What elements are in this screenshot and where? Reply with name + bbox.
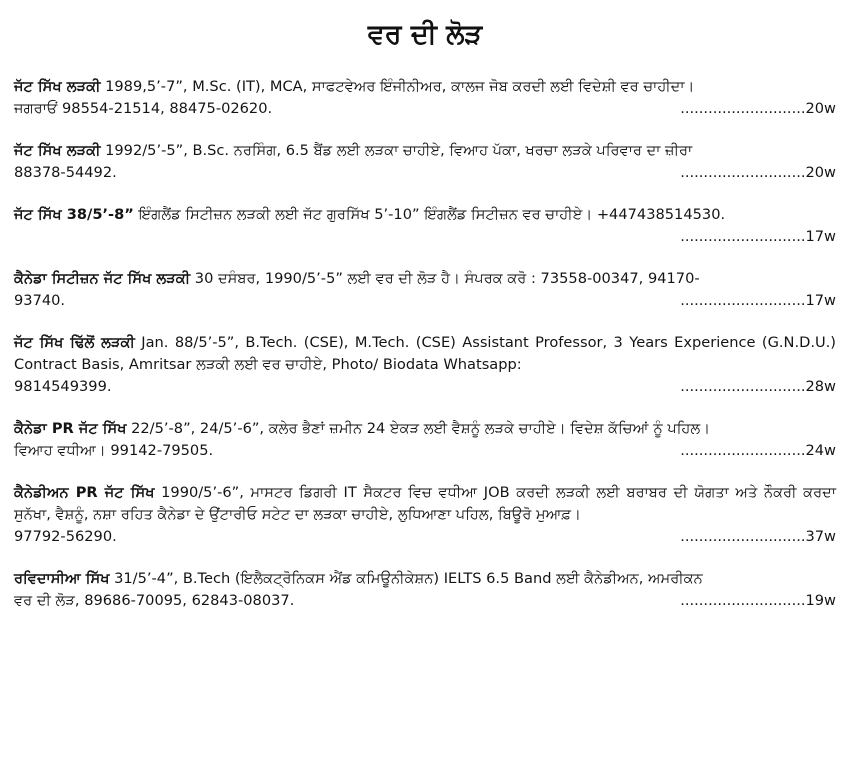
ad-heading: ਜੱਟ ਸਿੱਖ ਲੜਕੀ (14, 78, 101, 95)
ad-code: ...........................19w (680, 592, 836, 609)
ad-heading: ਜੱਟ ਸਿੱਖ ਢਿੱਲੋਂ ਲੜਕੀ (14, 334, 135, 351)
ad-text (14, 482, 836, 526)
ad-heading: ਰਵਿਦਾਸੀਆ ਸਿੱਖ (14, 570, 110, 587)
ad-item (14, 140, 836, 184)
ad-heading: ਜੱਟ ਸਿੱਖ ਲੜਕੀ (14, 142, 101, 159)
ad-text (14, 332, 836, 376)
ad-item (14, 418, 836, 462)
ad-code: ...........................37w (680, 528, 836, 545)
ad-body: 1992/5’-5”, B.Sc. ਨਰਸਿੰਗ, 6.5 ਬੈਂਡ ਲਈ ਲੜਕਾ ਚਾਹੀਏ, ਵਿਆਹ ਪੱਕਾ, ਖਰਚਾ ਲੜਕੇ ਪਰਿਵਾਰ ਦਾ ਜ਼ੀਰਾ (100, 142, 693, 159)
ad-heading: ਕੈਨੇਡਾ ਸਿਟੀਜ਼ਨ ਜੱਟ ਸਿੱਖ ਲੜਕੀ (14, 270, 191, 287)
ad-contact: 88378-54492. (14, 164, 117, 181)
ad-contact: 9814549399. (14, 378, 112, 395)
ad-code: ...........................28w (680, 378, 836, 395)
ad-code: ...........................17w (680, 228, 836, 245)
ad-item (14, 332, 836, 398)
ad-code: ...........................20w (680, 100, 836, 117)
ad-footer (14, 590, 836, 612)
ad-item (14, 204, 836, 248)
ad-body: 30 ਦਸੰਬਰ, 1990/5’-5” ਲਈ ਵਰ ਦੀ ਲੋੜ ਹੈ। ਸੰਪਰਕ ਕਰੋ : 73558-00347, 94170- (190, 270, 700, 287)
ad-code: ...........................20w (680, 164, 836, 181)
ad-text (14, 568, 836, 590)
ad-heading: ਕੈਨੇਡੀਅਨ PR ਜੱਟ ਸਿੱਖ (14, 484, 155, 501)
ad-code: ...........................17w (680, 292, 836, 309)
ad-footer (14, 162, 836, 184)
ad-body: 22/5’-8”, 24/5’-6”, ਕਲੇਰ ਭੈਣਾਂ ਜ਼ਮੀਨ 24 ਏਕੜ ਲਈ ਵੈਸ਼ਨੂੰ ਲੜਕੇ ਚਾਹੀਏ। ਵਿਦੇਸ਼ ਕੱਚਿਆਂ ਨੂੰ ਪਹਿਲ। (126, 420, 711, 437)
ad-code: ...........................24w (680, 442, 836, 459)
ad-text (14, 418, 836, 440)
ad-contact: ਵਿਆਹ ਵਧੀਆ। 99142-79505. (14, 442, 214, 459)
ad-item (14, 568, 836, 612)
ad-text (14, 76, 836, 98)
ad-footer (14, 376, 836, 398)
ad-footer (14, 290, 836, 312)
ad-contact: 97792-56290. (14, 528, 117, 545)
ad-contact: ਵਰ ਦੀ ਲੋੜ, 89686-70095, 62843-08037. (14, 592, 295, 609)
ad-heading: ਕੈਨੇਡਾ PR ਜੱਟ ਸਿੱਖ (14, 420, 127, 437)
ad-body: 1989,5’-7”, M.Sc. (IT), MCA, ਸਾਫਟਵੇਅਰ ਇੰਜੀਨੀਅਰ, ਕਾਲਜ ਜੋਬ ਕਰਦੀ ਲਈ ਵਿਦੇਸ਼ੀ ਵਰ ਚਾਹੀਦਾ। (100, 78, 695, 95)
ad-footer (14, 526, 836, 548)
page-title: ਵਰ ਦੀ ਲੋੜ (367, 19, 483, 50)
ad-text (14, 268, 836, 290)
ad-item (14, 268, 836, 312)
ad-contact: ਜਗਰਾਓਂ 98554-21514, 88475-02620. (14, 100, 273, 117)
ad-body: Jan. 88/5’-5”, B.Tech. (CSE), M.Tech. (CSE) Assistant Professor, 3 Years Experience (G.N.D.U.) Contract Basis, Amritsar ਲੜਕੀ ਲਈ ਵਰ ਚਾਹੀਏ, Photo/ Biodata Whatsapp: (14, 334, 836, 373)
ad-body: 1990/5’-6”, ਮਾਸਟਰ ਡਿਗਰੀ IT ਸੈਕਟਰ ਵਿਚ ਵਧੀਆ JOB ਕਰਦੀ ਲੜਕੀ ਲਈ ਬਰਾਬਰ ਦੀ ਯੋਗਤਾ ਅਤੇ ਨੌਕਰੀ ਕਰਦਾ ਸੁਨੱਖਾ, ਵੈਸ਼ਨੂੰ, ਨਸ਼ਾ ਰਹਿਤ ਕੈਨੇਡਾ ਦੇ ਉਂਟਾਰੀਓ ਸਟੇਟ ਦਾ ਲੜਕਾ ਚਾਹੀਏ, ਲੁਧਿਆਣਾ ਪਹਿਲ, ਬਿਊਰੋ ਮੁਆਫ਼। (14, 484, 836, 523)
ad-text (14, 204, 836, 226)
ad-text (14, 140, 836, 162)
ad-body: 31/5’-4”, B.Tech (ਇਲੈਕਟ੍ਰੋਨਿਕਸ ਐਂਡ ਕਮਿਊਨੀਕੇਸ਼ਨ) IELTS 6.5 Band ਲਈ ਕੈਨੇਡੀਅਨ, ਅਮਰੀਕਨ (109, 570, 703, 587)
ad-footer (14, 98, 836, 120)
ad-footer (14, 440, 836, 462)
ad-item (14, 482, 836, 548)
ad-heading: ਜੱਟ ਸਿੱਖ 38/5’-8” (14, 206, 134, 223)
ad-body: ਇੰਗਲੈਂਡ ਸਿਟੀਜ਼ਨ ਲੜਕੀ ਲਈ ਜੱਟ ਗੁਰਸਿੱਖ 5’-10” ਇੰਗਲੈਂਡ ਸਿਟੀਜ਼ਨ ਵਰ ਚਾਹੀਏ। +447438514530. (133, 206, 726, 223)
ad-item (14, 76, 836, 120)
ad-contact: 93740. (14, 292, 66, 309)
